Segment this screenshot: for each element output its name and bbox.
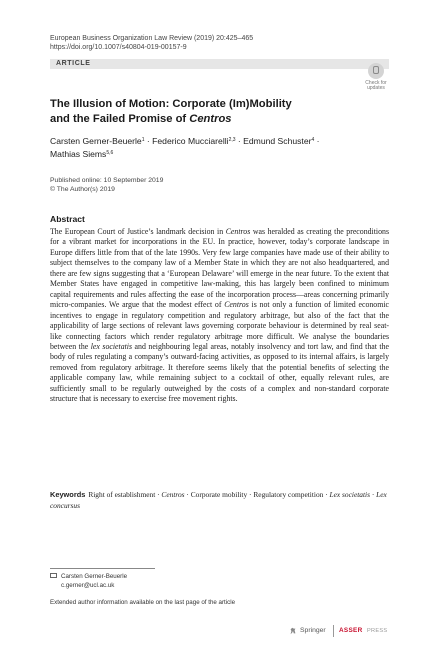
abstract-body: The European Court of Justice’s landmark decision in Centros was heralded as creating the preconditions for a vibrant market for incorporations in the EU. In practice, however, today’s corporate landscape in Europe differs little from that of the late 1990s. Very few large companies have made use of their ability to subject themselves to the company law of a Member State in which they are not also headquartered, and there are few signs suggesting that a ‘European Delaware’ will emerge in the near future. To the extent that Member States have engaged in competitive law-making, this has largely been confined to minimum capital requirements and rules affecting the ease of the incorporation process—areas concerning primarily micro-companies. We argue that the modest effect of Centros is not only a function of limited economic incentives to engage in regulatory competition and regulatory arbitrage, but also of the fact that the applicability of large sections of relevant laws governing corporate behaviour is determined by real seat-like connecting factors which render regulatory arbitrage more difficult. We analyse the boundaries between the lex societatis and neighbouring legal areas, notably insolvency and tort law, and find that the body of rules regulating a company’s outward-facing activities, as opposed to its internal affairs, is largely removed from regulatory arbitrage. It therefore seems likely that the potential benefits of selecting the applicable company law, while remaining subject to a cocktail of other, equally relevant rules, are sufficiently small to be regularly outweighed by the costs of a complex and non-standard corporate structure that is necessary to exercise free movement rights.: [50, 227, 389, 404]
title-line-1: The Illusion of Motion: Corporate (Im)Mobility: [50, 98, 292, 110]
extended-author-info: Extended author information available on the last page of the article: [50, 599, 236, 606]
doi-link[interactable]: https://doi.org/10.1007/s40804-019-00157-9: [50, 44, 187, 51]
envelope-icon: [50, 573, 57, 578]
footer-divider: [333, 625, 334, 637]
published-date: Published online: 10 September 2019: [50, 177, 164, 184]
abstract-heading: Abstract: [50, 214, 85, 224]
keywords-label: Keywords: [50, 490, 86, 499]
author-separator: ·: [144, 136, 153, 146]
footnote-divider: [50, 568, 155, 569]
author-name[interactable]: Mathias Siems: [50, 149, 107, 159]
check-for-updates-button[interactable]: [362, 63, 390, 93]
press-logo: PRESS: [367, 627, 388, 634]
author-name[interactable]: Carsten Gerner-Beuerle: [50, 136, 142, 146]
correspondence-email[interactable]: c.gerner@ucl.ac.uk: [61, 581, 115, 589]
author-affiliation: 4: [311, 137, 315, 143]
publication-info: [50, 176, 163, 194]
journal-header: [50, 34, 253, 52]
author-separator: ·: [235, 136, 244, 146]
keywords-list: Right of establishment · Centros · Corporate mobility · Regulatory competition · Lex societatis · Lex concursus: [50, 490, 387, 510]
correspondence: [50, 573, 127, 590]
check-updates-text: Check for updates: [365, 80, 387, 91]
title-line-2: and the Failed Promise of Centros: [50, 113, 232, 125]
copyright-line: © The Author(s) 2019: [50, 186, 115, 193]
correspondence-name: Carsten Gerner-Beuerle: [61, 573, 128, 580]
springer-logo: Springer: [300, 627, 326, 634]
author-affiliation: 2,3: [228, 137, 236, 143]
asser-logo: ASSER: [339, 627, 363, 634]
author-affiliation: 1: [141, 137, 145, 143]
check-updates-icon: [368, 63, 384, 79]
author-name[interactable]: Edmund Schuster: [243, 136, 312, 146]
publisher-footer: [289, 626, 389, 638]
journal-citation: European Business Organization Law Review (2019) 20:425–465: [50, 35, 254, 42]
article-type-bar: [50, 59, 389, 69]
author-name[interactable]: Federico Mucciarelli: [152, 136, 229, 146]
author-affiliation: 5,6: [106, 150, 114, 156]
author-separator: ·: [314, 136, 320, 146]
author-list: [50, 134, 370, 160]
keywords: [50, 490, 389, 511]
article-title: [50, 97, 350, 127]
springer-horse-icon: [289, 627, 297, 635]
article-type-label: ARTICLE: [56, 60, 91, 67]
